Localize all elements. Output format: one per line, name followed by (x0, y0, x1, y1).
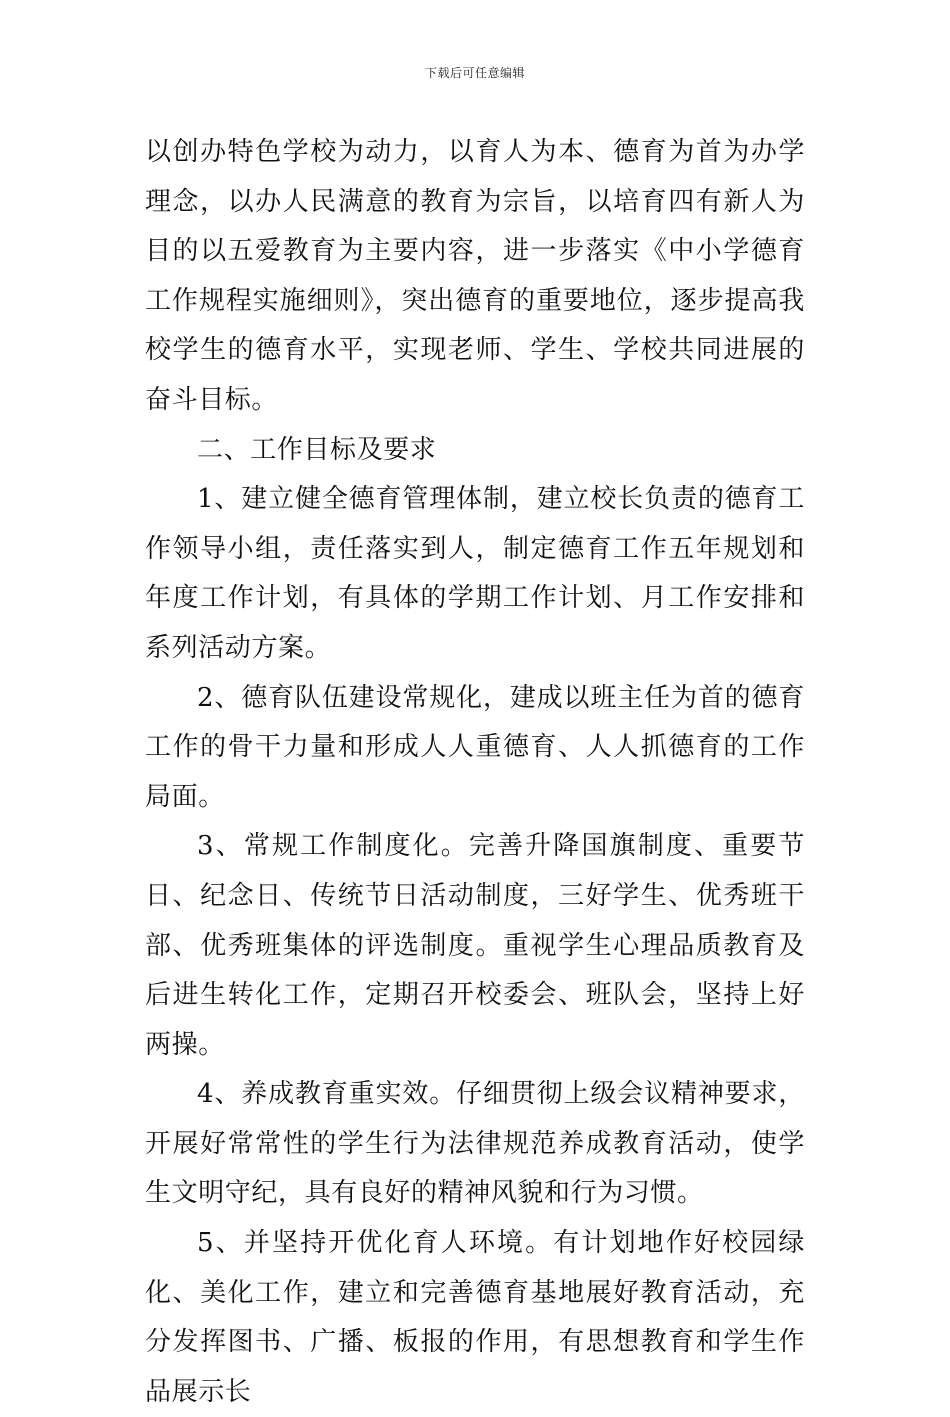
page-header-note: 下载后可任意编辑 (424, 66, 525, 80)
paragraph-item-3: 3、常规工作制度化。完善升降国旗制度、重要节日、纪念日、传统节日活动制度，三好学生、优秀班干部、优秀班集体的评选制度。重视学生心理品质教育及后进生转化工作，定期召开校委会、班队会，坚持上好两操。 (145, 831, 805, 1060)
paragraph-item-5: 5、并坚持开优化育人环境。有计划地作好校园绿化、美化工作，建立和完善德育基地展好教育活动，充分发挥图书、广播、板报的作用，有思想教育和学生作品展示长 (145, 1228, 805, 1407)
paragraph-intro: 以创办特色学校为动力，以育人为本、德育为首为办学理念，以办人民满意的教育为宗旨，以培育四有新人为目的以五爱教育为主要内容，进一步落实《中小学德育工作规程实施细则》，突出德育的重要地位，逐步提高我校学生的德育水平，实现老师、学生、学校共同进展的奋斗目标。 (145, 137, 805, 415)
paragraph-item-4: 4、养成教育重实效。仔细贯彻上级会议精神要求，开展好常常性的学生行为法律规范养成教育活动，使学生文明守纪，具有良好的精神风貌和行为习惯。 (145, 1079, 805, 1209)
paragraph-item-2: 2、德育队伍建设常规化，建成以班主任为首的德育工作的骨干力量和形成人人重德育、人人抓德育的工作局面。 (145, 682, 805, 812)
document-body (145, 128, 805, 1417)
paragraph-item-1: 1、建立健全德育管理体制，建立校长负责的德育工作领导小组，责任落实到人，制定德育工作五年规划和年度工作计划，有具体的学期工作计划、月工作安排和系列活动方案。 (145, 484, 805, 663)
section-heading-goals: 二、工作目标及要求 (197, 434, 437, 465)
